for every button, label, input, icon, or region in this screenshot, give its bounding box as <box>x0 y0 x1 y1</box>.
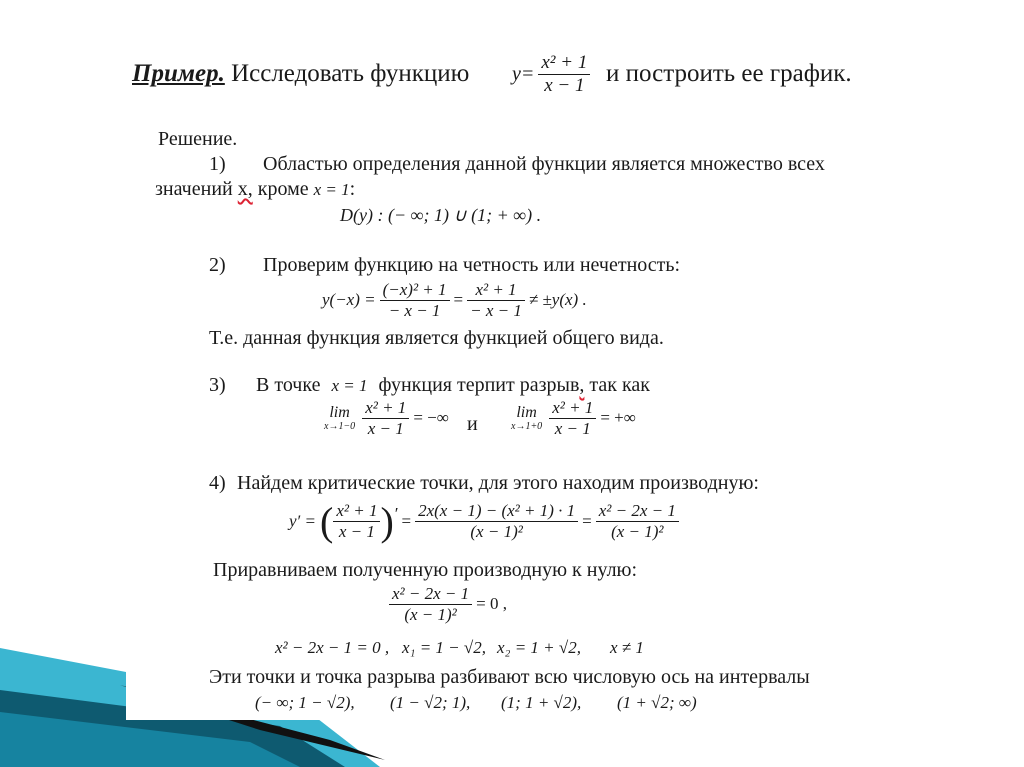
step3-lim2 <box>511 405 542 432</box>
step4-zero-numerator: x² − 2x − 1 <box>389 584 472 605</box>
step1-colon: : <box>349 178 356 200</box>
heading-fraction-denominator: x − 1 <box>544 74 585 96</box>
step3-lim2-fraction <box>549 398 596 438</box>
step1-number: 1) <box>209 153 226 175</box>
step3-text-c: так как <box>589 374 650 396</box>
step4-eq1: = <box>401 511 412 531</box>
step3-lim2-numerator: x² + 1 <box>549 398 596 419</box>
step4-zero-text: Приравниваем полученную производную к нулю: <box>213 559 638 581</box>
step4-intervals-text: Эти точки и точка разрыва разбивают всю числовую ось на интервалы <box>209 666 810 688</box>
heading-label: Пример. <box>132 60 225 87</box>
heading-fraction <box>538 52 590 97</box>
step1-text: Областью определения данной функции является множество всех <box>263 153 825 175</box>
solution-label: Решение. <box>158 128 238 150</box>
step4-root-x1: x₁ = 1 − √2, <box>402 638 486 657</box>
step4-x-not-1: x ≠ 1 <box>610 638 644 657</box>
step1-domain: D(y) : (− ∞; 1) ∪ (1; + ∞) . <box>340 205 542 225</box>
step1-text2b: x, <box>237 178 253 200</box>
step4-fraction2-numerator: x² − 2x − 1 <box>596 501 679 522</box>
step4-derivative-numerator: x² + 1 <box>333 501 380 522</box>
step4-zero-equation <box>389 584 507 624</box>
step4-fraction2 <box>596 501 679 541</box>
step2-fraction2 <box>467 280 525 320</box>
heading-fn-lhs: y= <box>512 62 535 85</box>
step2-fraction1 <box>380 280 450 320</box>
step4-fraction1 <box>415 501 578 541</box>
step2-number: 2) <box>209 254 226 276</box>
step1-line2 <box>155 178 355 201</box>
step4-derivative-denominator: x − 1 <box>338 522 375 541</box>
step3-and: и <box>467 413 478 435</box>
heading-fraction-numerator: x² + 1 <box>538 52 590 75</box>
heading <box>132 60 469 88</box>
step2-eq: = <box>453 290 464 310</box>
step4-paren-close: ) <box>380 499 394 544</box>
step2-lhs: y(−x) = <box>322 290 376 310</box>
step3-limit-right <box>511 398 636 438</box>
step3-lim1-value: = −∞ <box>413 408 449 428</box>
step2-fraction2-denominator: − x − 1 <box>470 300 522 320</box>
step4-prime: ′ <box>393 503 398 523</box>
step1-text2c: кроме <box>257 178 309 200</box>
step3-lim2-denominator: x − 1 <box>554 418 591 438</box>
step3-lim2-word: lim <box>516 403 537 421</box>
step4-fraction2-denominator: (x − 1)² <box>611 522 664 541</box>
step3-lim2-value: = +∞ <box>600 408 636 428</box>
step3-limit-left <box>324 398 449 438</box>
step2-fraction2-numerator: x² + 1 <box>467 280 525 301</box>
step3-lim2-sub: x→1+0 <box>511 420 543 432</box>
step3-math: x = 1 <box>331 376 368 395</box>
step3-comma: , <box>579 374 585 396</box>
step4-derivative <box>289 498 679 545</box>
step4-zero-denominator: (x − 1)² <box>404 604 457 624</box>
step4-interval-2: (1 − √2; 1), <box>390 693 471 712</box>
step3-lim1-denominator: x − 1 <box>367 418 404 438</box>
step4-paren-open: ( <box>320 499 334 544</box>
step1-text2a: значений <box>155 178 233 200</box>
step4-root-x2: x₂ = 1 + √2, <box>497 638 581 657</box>
step4-fraction1-numerator: 2x(x − 1) − (x² + 1) · 1 <box>415 501 578 522</box>
heading-function <box>512 52 590 97</box>
step3-line <box>256 374 650 397</box>
step2-formula <box>322 280 587 320</box>
step2-conclusion: Т.е. данная функция является функцией общего вида. <box>209 327 664 349</box>
step4-interval-4: (1 + √2; ∞) <box>617 693 697 712</box>
step4-zero-fraction <box>389 584 472 624</box>
step4-fraction1-denominator: (x − 1)² <box>470 522 523 541</box>
step4-derivative-fraction <box>333 501 380 541</box>
step2-tail: ≠ ±y(x) . <box>528 290 587 310</box>
step3-text-b: функция терпит разрыв <box>378 374 580 396</box>
step4-roots-eq: x² − 2x − 1 = 0 , <box>275 638 390 657</box>
heading-text-after: и построить ее график. <box>606 60 852 87</box>
step4-eq2: = <box>582 511 592 531</box>
heading-text: Исследовать функцию <box>231 60 470 87</box>
step3-lim1-word: lim <box>329 403 350 421</box>
step4-zero-value: = 0 , <box>476 594 507 614</box>
step3-lim1-sub: x→1−0 <box>324 420 356 432</box>
step4-lhs: y′ = <box>289 511 316 531</box>
step3-number: 3) <box>209 374 226 396</box>
step4-interval-1: (− ∞; 1 − √2), <box>255 693 355 712</box>
step4-interval-3: (1; 1 + √2), <box>501 693 582 712</box>
step2-text: Проверим функцию на четность или нечетность: <box>263 254 681 276</box>
step3-lim1-numerator: x² + 1 <box>362 398 409 419</box>
step3-lim1 <box>324 405 355 432</box>
step4-text: Найдем критические точки, для этого находим производную: <box>237 472 759 494</box>
step3-text-a: В точке <box>256 374 321 396</box>
step2-fraction1-denominator: − x − 1 <box>388 300 441 320</box>
step1-math: x = 1 <box>313 180 350 199</box>
step4-number: 4) <box>209 472 226 494</box>
step2-fraction1-numerator: (−x)² + 1 <box>380 280 450 301</box>
step3-lim1-fraction <box>362 398 409 438</box>
